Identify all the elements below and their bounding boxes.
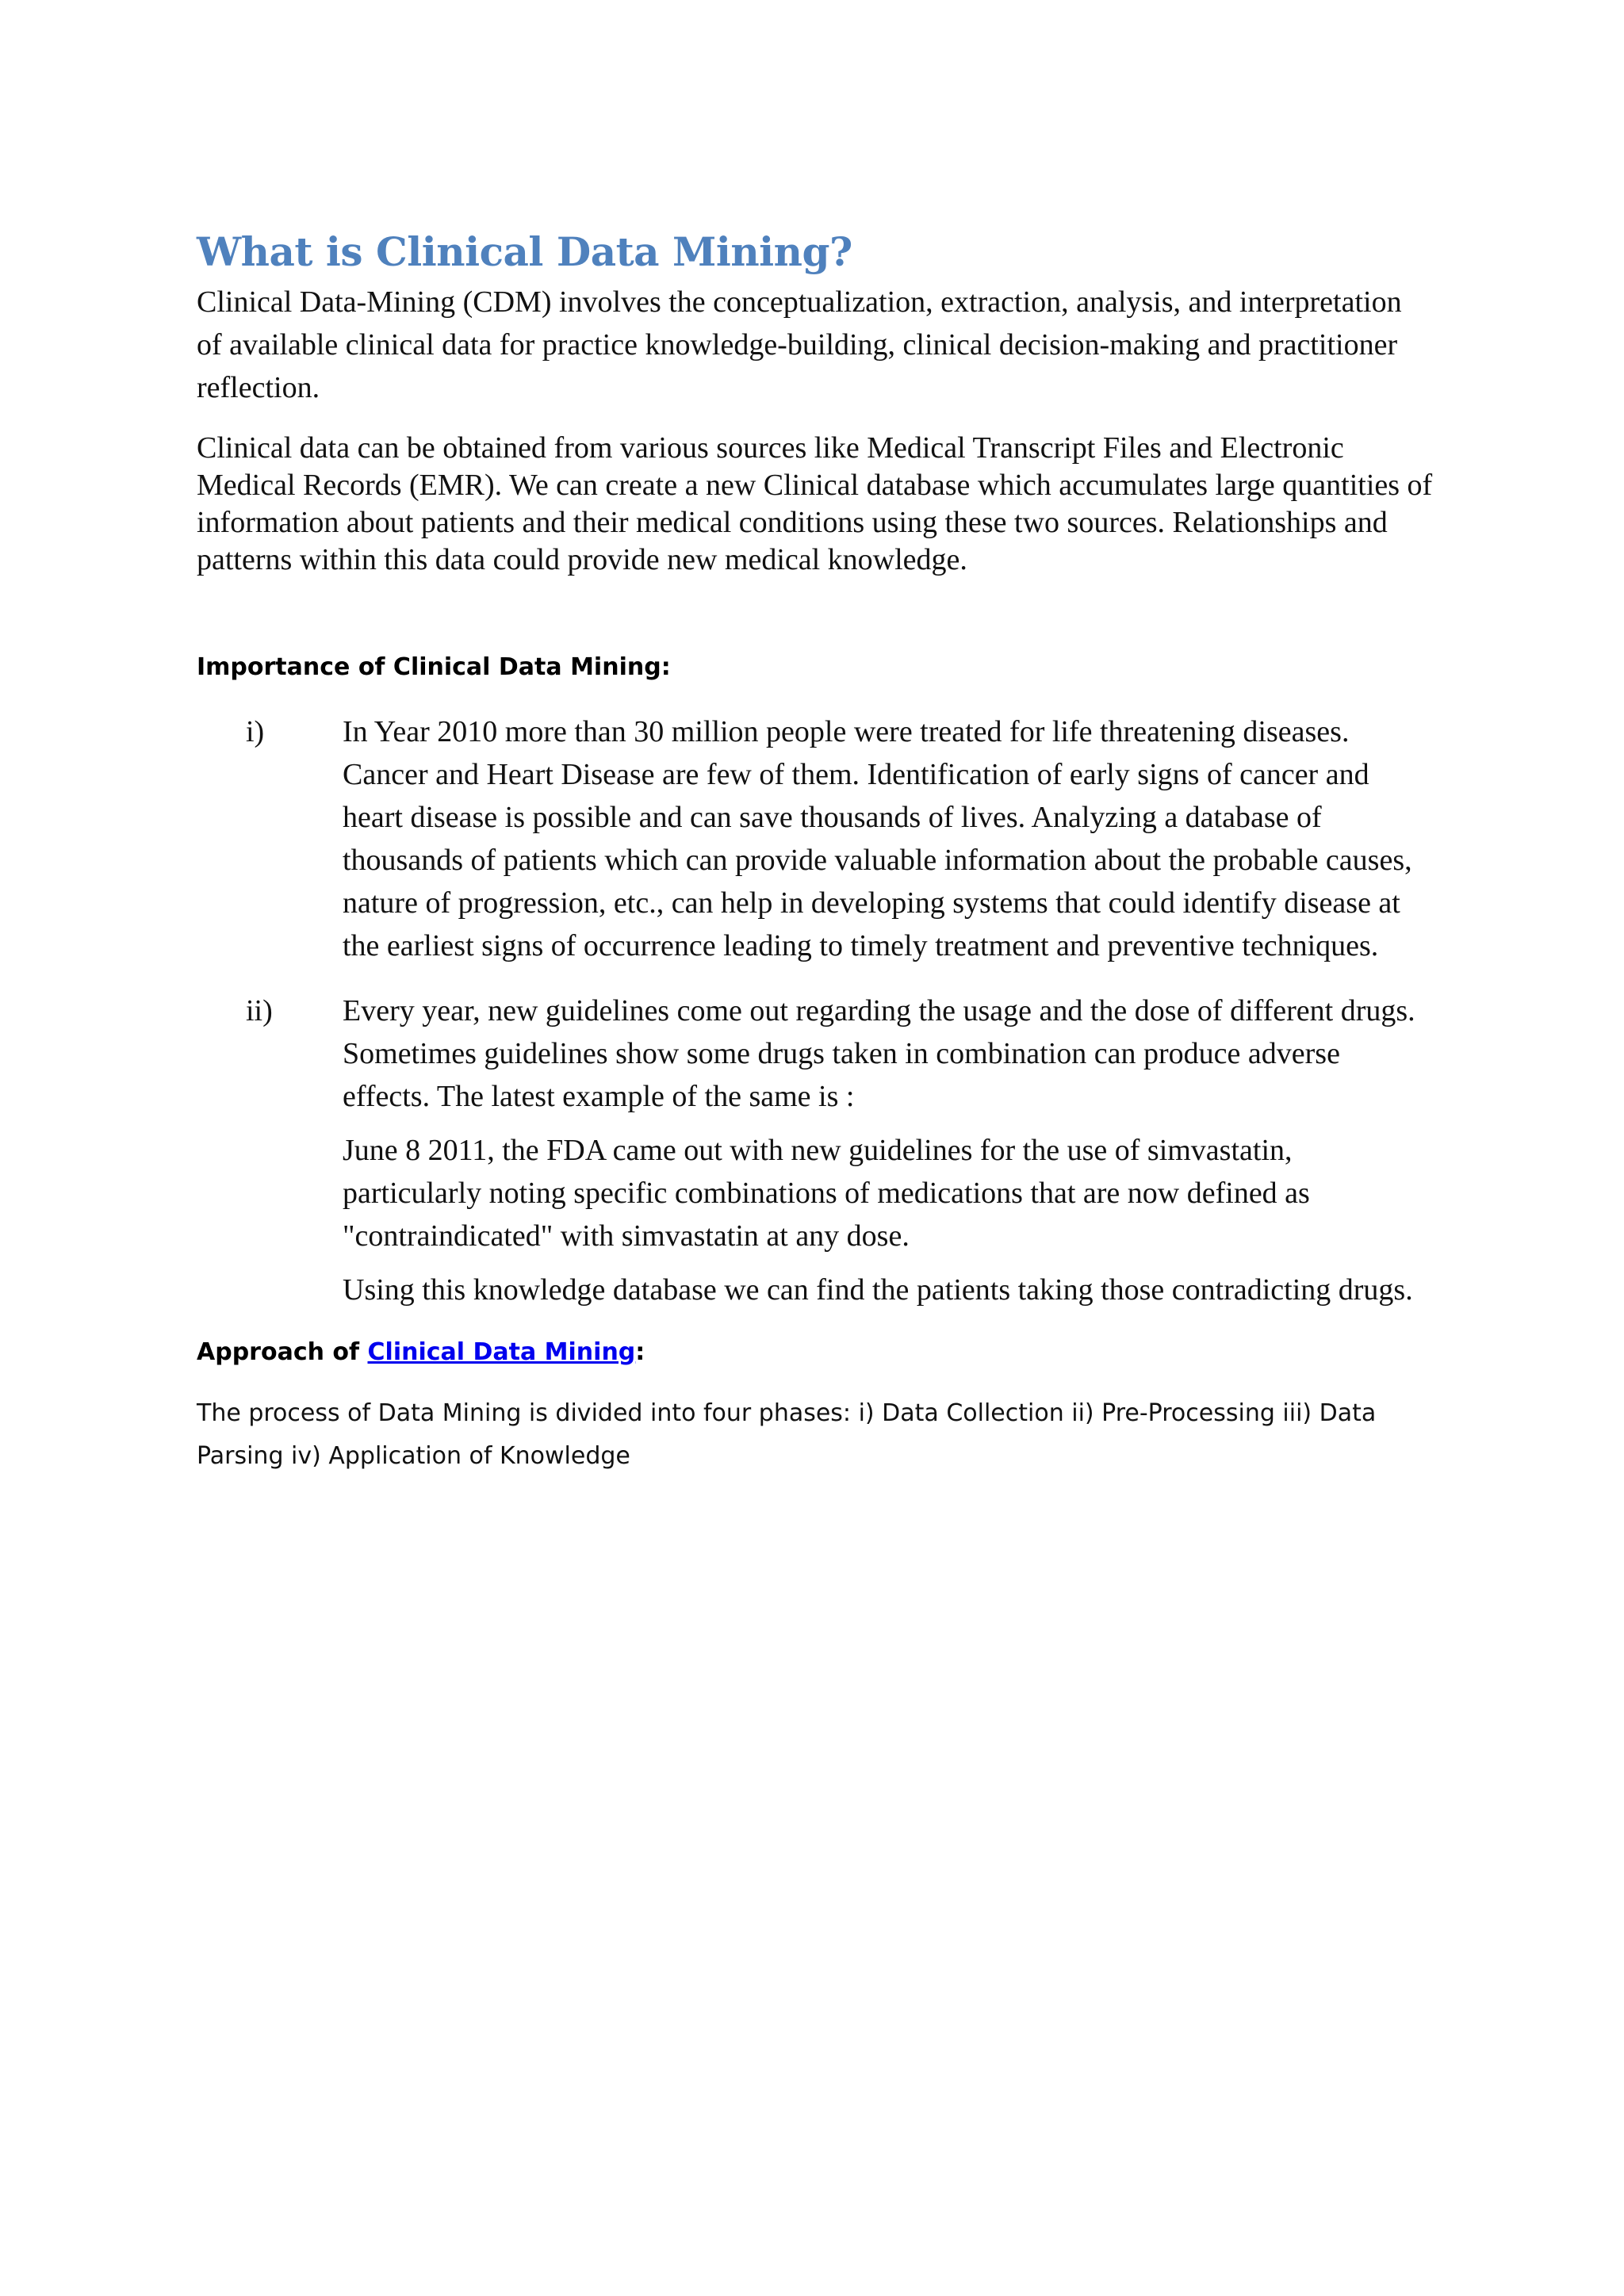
intro-paragraph: Clinical Data-Mining (CDM) involves the conceptualization, extraction, analysis, and interpretation of available clinical data for practice knowledge-building, clinical decision-making and practitioner reflection. bbox=[197, 285, 1402, 404]
importance-list bbox=[197, 710, 1434, 1322]
knowledge-database-paragraph: Using this knowledge database we can find the patients taking those contradicting drugs. bbox=[343, 1273, 1413, 1307]
list-item bbox=[197, 989, 1434, 1322]
fda-guideline-paragraph: June 8 2011, the FDA came out with new guidelines for the use of simvastatin, particularly noting specific combinations of medications that are now defined as "contraindicated" with simvastatin at any dose. bbox=[343, 1134, 1310, 1253]
approach-heading-prefix: Approach of bbox=[197, 1338, 368, 1366]
sources-paragraph: Clinical data can be obtained from various sources like Medical Transcript Files and Electronic Medical Records (EMR). We can create a new Clinical database which accumulates large quantities of information about patients and their medical conditions using these two sources. Relationships and patterns within this data could provide new medical knowledge. bbox=[197, 431, 1433, 576]
list-item-paragraph: In Year 2010 more than 30 million people were treated for life threatening diseases. Cancer and Heart Disease are few of them. Identification of early signs of cancer and heart disease is possible and can save thousands of lives. Analyzing a database of thousands of patients which can provide valuable information about the probable causes, nature of progression, etc., can help in developing systems that could identify disease at the earliest signs of occurrence leading to timely treatment and preventive techniques. bbox=[343, 715, 1412, 962]
list-item-body bbox=[343, 710, 1429, 978]
list-item bbox=[197, 710, 1434, 978]
approach-heading bbox=[197, 1335, 1434, 1370]
list-item-paragraph: Every year, new guidelines come out regarding the usage and the dose of different drugs. Sometimes guidelines show some drugs taken in combination can produce adverse effects. The latest example of the same is : bbox=[343, 994, 1415, 1113]
list-item-body bbox=[343, 989, 1429, 1322]
document-content bbox=[197, 224, 1434, 1478]
importance-heading: Importance of Clinical Data Mining: bbox=[197, 653, 671, 681]
approach-paragraph: The process of Data Mining is divided into four phases: i) Data Collection ii) Pre-Processing iii) Data Parsing iv) Application of Knowledge bbox=[197, 1399, 1377, 1470]
list-marker: i) bbox=[246, 715, 265, 748]
approach-heading-suffix: : bbox=[635, 1338, 645, 1366]
page-title: What is Clinical Data Mining? bbox=[197, 228, 852, 275]
list-marker: ii) bbox=[246, 994, 273, 1027]
clinical-data-mining-link[interactable]: Clinical Data Mining bbox=[367, 1338, 636, 1366]
